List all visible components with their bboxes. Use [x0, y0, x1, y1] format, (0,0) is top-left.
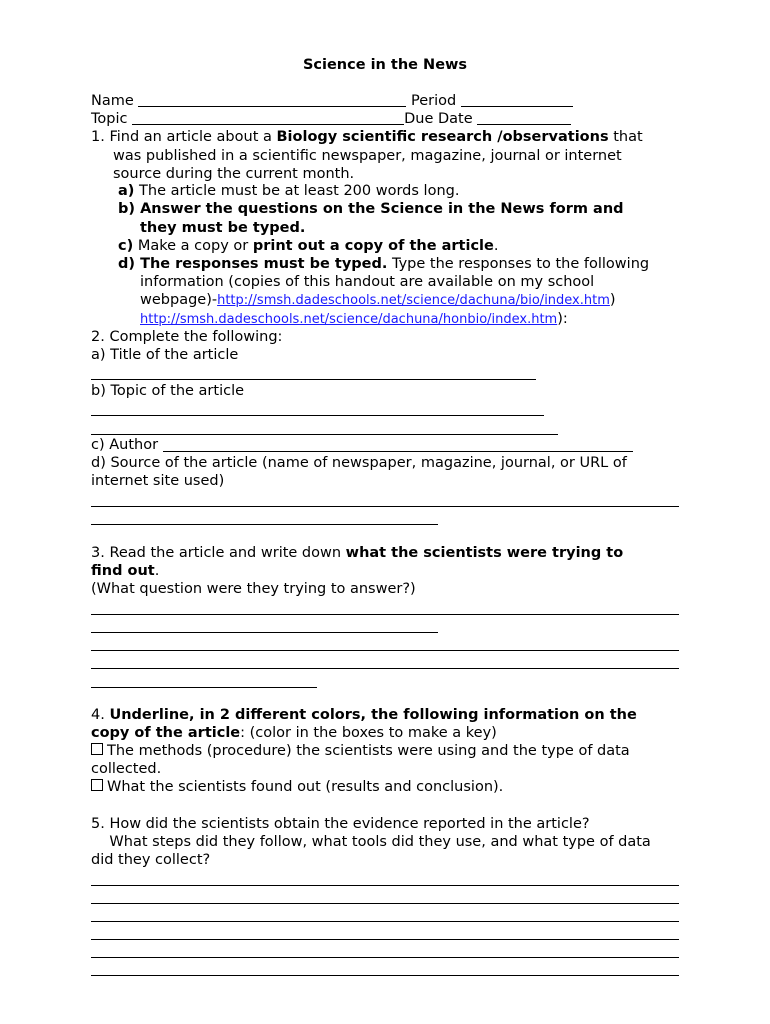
methods-color-box[interactable] — [91, 743, 103, 755]
q3-answer-line-4[interactable] — [91, 668, 679, 669]
q3-answer-line-3[interactable] — [91, 650, 679, 651]
q4-item-methods-cont: collected. — [91, 761, 162, 777]
topic-answer-line-1[interactable] — [91, 415, 544, 416]
topic-answer-line-2[interactable] — [91, 434, 558, 435]
honbio-webpage-link[interactable]: http://smsh.dadeschools.net/science/dachuna/honbio/index.htm — [140, 312, 558, 327]
q3-line1: 3. Read the article and write down what the scientists were trying to — [91, 545, 624, 561]
source-answer-line-1[interactable] — [91, 506, 679, 507]
q2-a-label: a) Title of the article — [91, 347, 239, 363]
q5-answer-line-5[interactable] — [91, 957, 679, 958]
q4-item-methods: The methods (procedure) the scientists were using and the type of data — [91, 742, 630, 760]
q5-line2: What steps did they follow, what tools did they use, and what type of data — [91, 834, 651, 850]
q2-heading: 2. Complete the following: — [91, 329, 283, 345]
q3-answer-line-2[interactable] — [91, 632, 438, 633]
q1-item-d-line3: webpage)-http://smsh.dadeschools.net/science/dachuna/bio/index.htm) — [140, 292, 616, 308]
topic-field[interactable] — [132, 110, 404, 125]
author-answer-line[interactable] — [163, 451, 633, 452]
topic-row — [91, 110, 571, 128]
q1-item-a: a) The article must be at least 200 words long. — [118, 183, 460, 199]
q2-b-label: b) Topic of the article — [91, 383, 245, 399]
q2-d-line2: internet site used) — [91, 473, 225, 489]
q2-c-row — [91, 436, 158, 454]
q5-answer-line-1[interactable] — [91, 885, 679, 886]
q3-answer-line-1[interactable] — [91, 614, 679, 615]
q4-item-results: What the scientists found out (results and conclusion). — [91, 778, 503, 796]
period-label: Period — [411, 93, 457, 109]
name-row — [91, 92, 573, 110]
period-field[interactable] — [461, 92, 573, 107]
q1-line3: source during the current month. — [113, 166, 355, 182]
q1-item-c: c) Make a copy or print out a copy of the article. — [118, 238, 499, 254]
q3-line2: find out. — [91, 563, 160, 579]
q1-item-b-cont: they must be typed. — [140, 220, 306, 236]
name-field[interactable] — [138, 92, 406, 107]
q5-line3: did they collect? — [91, 852, 211, 868]
title-answer-line[interactable] — [91, 379, 536, 380]
q1-item-d-line2: information (copies of this handout are available on my school — [140, 274, 595, 290]
q1-item-d: d) The responses must be typed. Type the responses to the following — [118, 256, 650, 272]
q5-answer-line-4[interactable] — [91, 939, 679, 940]
q1-line1: 1. Find an article about a Biology scientific research /observations that — [91, 129, 643, 145]
page-title: Science in the News — [302, 57, 468, 73]
topic-label: Topic — [91, 111, 128, 127]
q2-d-line1: d) Source of the article (name of newspaper, magazine, journal, or URL of — [91, 455, 627, 471]
source-answer-line-2[interactable] — [91, 524, 438, 525]
due-date-field[interactable] — [477, 110, 571, 125]
q1-line2: was published in a scientific newspaper, magazine, journal or internet — [113, 148, 622, 164]
results-color-box[interactable] — [91, 779, 103, 791]
due-date-label: Due Date — [404, 111, 473, 127]
q4-line1: 4. Underline, in 2 different colors, the following information on the — [91, 707, 637, 723]
q5-answer-line-3[interactable] — [91, 921, 679, 922]
q4-line2: copy of the article: (color in the boxes to make a key) — [91, 725, 497, 741]
q1-item-d-line4: http://smsh.dadeschools.net/science/dachuna/honbio/index.htm): — [140, 311, 568, 327]
q2-c-label: c) Author — [91, 437, 159, 453]
q3-answer-line-5[interactable] — [91, 687, 317, 688]
q5-answer-line-2[interactable] — [91, 903, 679, 904]
q3-line3: (What question were they trying to answer?) — [91, 581, 416, 597]
bio-webpage-link[interactable]: http://smsh.dadeschools.net/science/dachuna/bio/index.htm — [217, 293, 610, 308]
name-label: Name — [91, 93, 134, 109]
q5-line1: 5. How did the scientists obtain the evidence reported in the article? — [91, 816, 590, 832]
q1-item-b: b) Answer the questions on the Science in the News form and — [118, 201, 624, 217]
q5-answer-line-6[interactable] — [91, 975, 679, 976]
